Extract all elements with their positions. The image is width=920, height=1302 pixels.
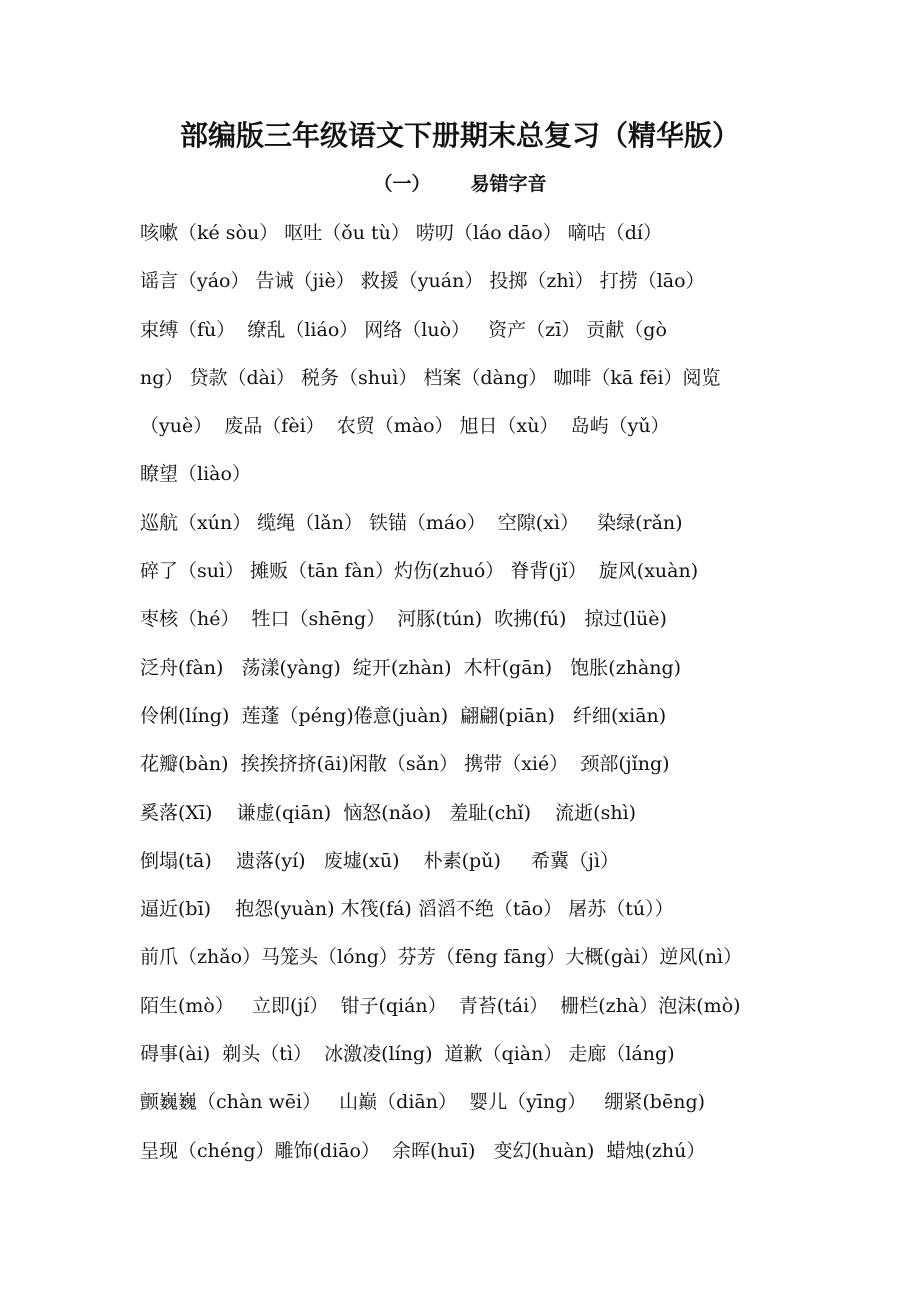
text-line: 束缚（fù） 缭乱（liáo） 网络（luò） 资产（zī） 贡献（gò <box>140 318 667 341</box>
text-line: 陌生(mò） 立即(jí） 钳子(qián） 青苔(tái） 栅栏(zhà）泡沫(mò) <box>140 994 741 1017</box>
section-number: （一） <box>373 173 431 195</box>
text-line: 咳嗽（ké sòu） 呕吐（ǒu tù） 唠叨（láo dāo） 嘀咕（dí） <box>140 222 662 244</box>
text-line: 逼近(bī) 抱怨(yuàn) 木筏(fá) 滔滔不绝（tāo） 屠苏（tú）） <box>140 898 674 921</box>
section-title: 易错字音 <box>470 173 547 195</box>
text-line: 奚落(Xī) 谦虚(qiān) 恼怒(nǎo) 羞耻(chǐ) 流逝(shì) <box>140 801 637 824</box>
text-line: 巡航（xún） 缆绳（lǎn） 铁锚（máo） 空隙(xì） 染绿(rǎn) <box>140 511 683 534</box>
text-line: 颤巍巍（chàn wēi） 山巅（diān） 婴儿（yīng） 绷紧(bēng) <box>140 1091 706 1114</box>
text-line: 呈现（chéng）雕饰(diāo） 余晖(huī) 变幻(huàn) 蜡烛(zhú） <box>140 1139 706 1162</box>
text-line: 倒塌(tā) 遗落(yí) 废墟(xū) 朴素(pǔ) 希冀（jì） <box>140 849 620 872</box>
pronunciation-list <box>140 209 800 1175</box>
text-line: 枣核（hé） 牲口（shēng） 河豚(tún) 吹拂(fú) 掠过(lüè) <box>140 608 667 631</box>
text-line: 瞭望（liào） <box>140 463 251 486</box>
text-line: ng） 贷款（dài） 税务（shuì） 档案（dàng） 咖啡（kā fēi）阅览 <box>140 366 721 389</box>
section-heading <box>0 168 920 200</box>
text-line: 伶俐(líng) 莲蓬（péng)倦意(juàn) 翩翩(piān) 纤细(xiān) <box>140 704 667 727</box>
text-line: 泛舟(fàn) 荡漾(yàng) 绽开(zhàn) 木杆(gān) 饱胀(zhàng) <box>140 656 682 679</box>
text-line: 谣言（yáo） 告诫（jiè） 救援（yuán） 投掷（zhì） 打捞（lāo） <box>140 270 705 293</box>
text-line: 碍事(ài) 剃头（tì） 冰激凌(líng) 道歉（qiàn） 走廊（láng) <box>140 1043 675 1066</box>
text-line: 前爪（zhǎo）马笼头（lóng）芬芳（fēng fāng）大概(gài）逆风(nì） <box>140 946 743 969</box>
text-line: （yuè） 废品（fèi） 农贸（mào） 旭日（xù） 岛屿（yǔ） <box>140 415 670 438</box>
text-line: 花瓣(bàn) 挨挨挤挤(āi)闲散（sǎn） 携带（xié） 颈部(jǐng) <box>140 753 670 776</box>
text-line: 碎了（suì） 摊贩（tān fàn）灼伤(zhuó） 脊背(jǐ） 旋风(xuàn) <box>140 560 699 583</box>
document-title: 部编版三年级语文下册期末总复习（精华版） <box>179 119 740 152</box>
